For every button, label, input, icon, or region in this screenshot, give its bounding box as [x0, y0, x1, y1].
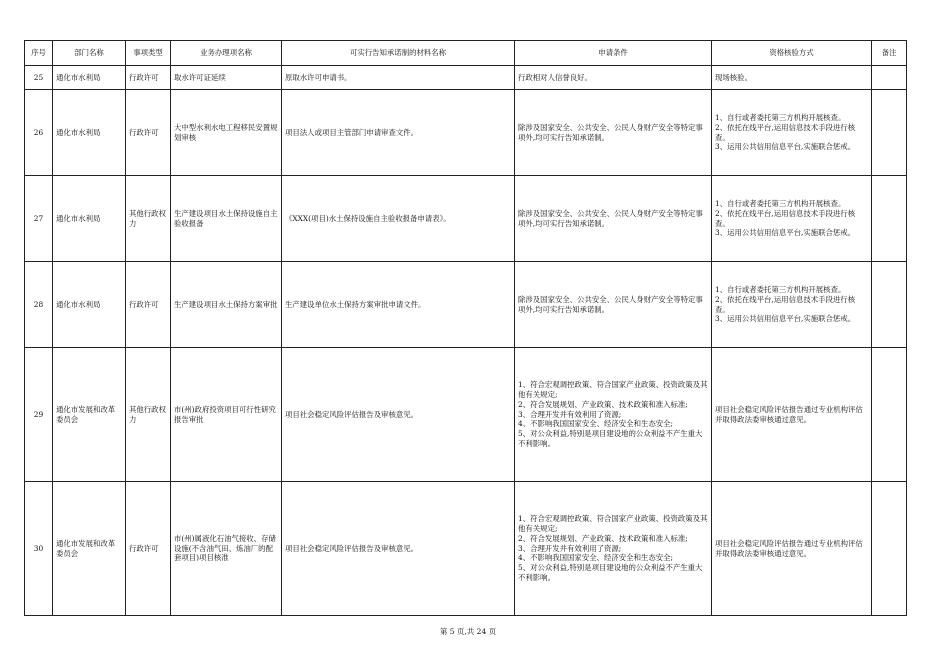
cell-dept: 通化市发展和改革委员会 [53, 482, 126, 616]
cell-condition: 1、符合宏观调控政策、符合国家产业政策、投资政策及其他有关规定; 2、符合发展规划、产业政策、技术政策和准入标准; 3、合理开发并有效利用了资源; 4、不影响我国国家安全、经济安全和生态安全; 5、对公众利益,特别是项目建设地的公众利益不产生重大不利影响。 [515, 482, 712, 616]
cell-verify: 现场核验。 [712, 66, 872, 90]
table-row [25, 262, 907, 348]
cell-verify: 项目社会稳定风险评估报告通过专业机构评估并取得政法委审核通过意见。 [712, 482, 872, 616]
cell-remark [872, 90, 907, 176]
cell-remark [872, 66, 907, 90]
cell-type: 其他行政权力 [126, 348, 171, 482]
cell-verify: 1、自行或者委托第三方机构开展核查。 2、依托在线平台,运用信息技术手段进行核查。 3、运用公共信用信息平台,实施联合惩戒。 [712, 262, 872, 348]
cell-no: 25 [25, 66, 53, 90]
cell-no: 26 [25, 90, 53, 176]
cell-dept: 通化市水利局 [53, 176, 126, 262]
cell-name: 生产建设项目水土保持设施自主验收报备 [171, 176, 282, 262]
col-header-material: 可实行告知承诺制的材料名称 [282, 41, 515, 66]
cell-name: 市(州)政府投资项目可行性研究报告审批 [171, 348, 282, 482]
cell-condition: 除涉及国家安全、公共安全、公民人身财产安全等特定事项外,均可实行告知承诺制。 [515, 176, 712, 262]
cell-no: 30 [25, 482, 53, 616]
table-row [25, 482, 907, 616]
cell-dept: 通化市发展和改革委员会 [53, 348, 126, 482]
cell-name: 取水许可证延续 [171, 66, 282, 90]
col-header-type: 事项类型 [126, 41, 171, 66]
table-header [25, 41, 907, 66]
cell-type: 行政许可 [126, 482, 171, 616]
cell-condition: 1、符合宏观调控政策、符合国家产业政策、投资政策及其他有关规定; 2、符合发展规划、产业政策、技术政策和准入标准; 3、合理开发并有效利用了资源; 4、不影响我国国家安全、经济安全和生态安全; 5、对公众利益,特别是项目建设地的公众利益不产生重大不利影响。 [515, 348, 712, 482]
cell-name: 大中型水利水电工程移民安置规划审核 [171, 90, 282, 176]
cell-material: 项目法人或项目主管部门申请审查文件。 [282, 90, 515, 176]
col-header-dept: 部门名称 [53, 41, 126, 66]
table-row [25, 90, 907, 176]
cell-material: 生产建设单位水土保持方案审批申请文件。 [282, 262, 515, 348]
cell-verify: 1、自行或者委托第三方机构开展核查。 2、依托在线平台,运用信息技术手段进行核查。 3、运用公共信用信息平台,实施联合惩戒。 [712, 176, 872, 262]
cell-condition: 除涉及国家安全、公共安全、公民人身财产安全等特定事项外,均可实行告知承诺制。 [515, 90, 712, 176]
cell-condition: 除涉及国家安全、公共安全、公民人身财产安全等特定事项外,均可实行告知承诺制。 [515, 262, 712, 348]
col-header-no: 序号 [25, 41, 53, 66]
cell-no: 29 [25, 348, 53, 482]
col-header-name: 业务办理项名称 [171, 41, 282, 66]
cell-verify: 项目社会稳定风险评估报告通过专业机构评估并取得政法委审核通过意见。 [712, 348, 872, 482]
cell-no: 28 [25, 262, 53, 348]
cell-dept: 通化市水利局 [53, 66, 126, 90]
page-footer: 第 5 页,共 24 页 [439, 627, 497, 636]
cell-material: 项目社会稳定风险评估报告及审核意见。 [282, 348, 515, 482]
cell-material: 项目社会稳定风险评估报告及审核意见。 [282, 482, 515, 616]
table-row [25, 348, 907, 482]
cell-remark [872, 482, 907, 616]
cell-name: 市(州)属液化石油气接收、存储设施(不含油气田、炼油厂的配套项目)项目核准 [171, 482, 282, 616]
cell-material: 《XXX(项目)水土保持设施自主验收报备申请表》。 [282, 176, 515, 262]
cell-remark [872, 262, 907, 348]
cell-material: 原取水许可申请书。 [282, 66, 515, 90]
cell-type: 其他行政权力 [126, 176, 171, 262]
cell-remark [872, 176, 907, 262]
table-row [25, 66, 907, 90]
cell-no: 27 [25, 176, 53, 262]
cell-name: 生产建设项目水土保持方案审批 [171, 262, 282, 348]
cell-condition: 行政相对人信誉良好。 [515, 66, 712, 90]
col-header-remark: 备注 [872, 41, 907, 66]
cell-type: 行政许可 [126, 90, 171, 176]
cell-type: 行政许可 [126, 66, 171, 90]
col-header-condition: 申请条件 [515, 41, 712, 66]
col-header-verify: 资格核验方式 [712, 41, 872, 66]
items-table [24, 40, 907, 616]
cell-dept: 通化市水利局 [53, 262, 126, 348]
table-row [25, 176, 907, 262]
cell-remark [872, 348, 907, 482]
cell-dept: 通化市水利局 [53, 90, 126, 176]
cell-verify: 1、自行或者委托第三方机构开展核查。 2、依托在线平台,运用信息技术手段进行核查。 3、运用公共信用信息平台,实施联合惩戒。 [712, 90, 872, 176]
cell-type: 行政许可 [126, 262, 171, 348]
